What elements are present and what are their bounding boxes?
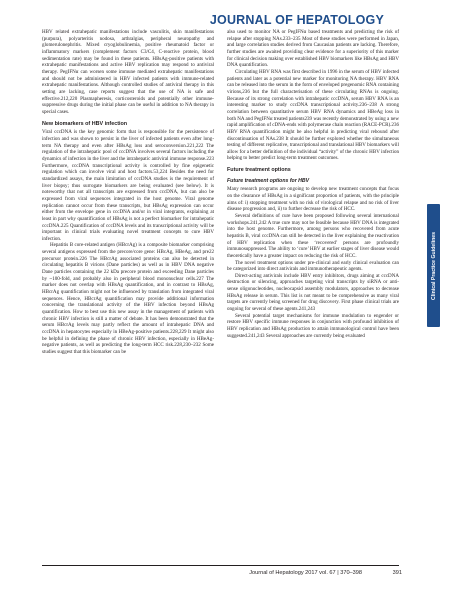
paragraph-hbcrag: Hepatitis B core-related antigen (HBcrAg) is a composite biomarker comprising several antigens expressed from the precore/core gene: HBcAg, HBeAg, and pre22 precursor protein.226 The HBcrAg associated proteins can also be detected in circulating hepatitis B virions (Dane particles) as well as in HBV DNA negative Dane particles containing the 22 kDa precore protein and exceeding Dane particles by ~100-fold, and probably also in peripheral blood mononuclear cells.227 The marker does not overlap with HBsAg quantification, and in contrast to HBsAg, HBcrAg quantification might not be influenced by translation from integrated viral sequences. Hence, HBcrAg quantification may provide additional information concerning the translational activity of the HBV infection beyond HBsAg quantification. How to best use this new assay in the management of patients with chronic HBV infection is still a matter of debate. It has been demonstrated that the serum HBcrAg levels may partly reflect the amount of intrahepatic DNA and cccDNA in hepatocytes especially in HBeAg-positive patients.228,229 It might also be helpful in defining the phase of chronic HBV infection, especially in HBeAg-negative patients, as well as predicting the long-term HCC risk.228,230–232 Some studies suggest that this biomarker can be: [42, 242, 214, 355]
section-heading-future-treatment: Future treatment options: [227, 167, 291, 174]
paragraph-novel-options: The novel treatment options under pre-clinical and early clinical evaluation can be categorized into direct antivirals and immunotherapeutic agents.: [227, 259, 399, 273]
paragraph-hbv-rna: Circulating HBV RNA was first described in 1996 in the serum of HBV infected patients and later as a potential new marker for monitoring NA therapy. HBV RNA can be released into the serum in the form of enveloped pregenomic RNA containing virions,236 but the full characterisation of these circulating RNAs is ongoing. Because of its strong correlation with intrahepatic cccDNA, serum HBV RNA is an interesting marker to study cccDNA transcriptional activity.236–238 A strong correlation between quantitative serum HBV RNA dynamics and HBeAg loss in both NA and PegIFNα treated patients239 was recently demonstrated by using a new rapid amplification of cDNA-ends with polymerase chain reaction (RACE-PCR).236 HBV RNA quantification might be also helpful in predicting viral rebound after discontinuation of NAs.238 It should be further explored whether the simultaneous testing of different replicative, transcriptional and translational HBV biomarkers will allow for a better definition of the individual “activity” of the chronic HBV infection helping to better predict long-term treatment outcomes.: [227, 68, 399, 162]
paragraph-cure-definitions: Several definitions of cure have been proposed following several international workshops.241,242 A true cure may not be feasible because HBV DNA is integrated into the host genome. Furthermore, among persons who recovered from acute hepatitis B, viral cccDNA can still be detected in the liver explaining the reactivation of HBV replication when these ‘recovered’ persons are profoundly immunosuppressed. The ability to ‘cure’ HBV at earlier stages of liver disease would theoretically have a greater impact on reducing the risk of HCC.: [227, 212, 399, 259]
paragraph-hbcrag-continued: also used to monitor NA or PegIFNα based treatments and predicting the risk of relapse after stopping NAs.233–235 Most of these studies were performed in Japan, and large correlation studies derived from Caucasian patients are lacking. Therefore, further studies are awaited providing clear evidence for a superiority of this marker for clinical decision making over established HBV biomarkers like HBsAg and HBV DNA quantification.: [227, 29, 399, 69]
section-side-tab: [427, 204, 440, 327]
paragraph-extrahepatic: HBV related extrahepatic manifestations include vasculitis, skin manifestations (purpura), polyarteritis nodosa, arthralgias, peripheral neuropathy and glomerulonephritis. Mixed cryoglobulinemia, positive rheumatoid factor or inflammatory markers (complement factors C3/C4, C-reactive protein, blood sedimentation rate) may be found in these patients. HBsAg-positive patients with extrahepatic manifestations and active HBV replication may respond to antiviral therapy. PegIFNα can worsen some immune mediated extrahepatic manifestations and should not be administered in HBV infected patients with immune-related extrahepatic manifestations. Although controlled studies of antiviral therapy in this setting are lacking, case reports suggest that the use of NA is safe and effective.212,220 Plasmapheresis, corticosteroids and potentially other immune-suppressive drugs during the initial phase can be useful in addition to NA therapy in special cases.: [42, 29, 214, 115]
section-heading-biomarkers: New biomarkers of HBV infection: [42, 120, 128, 127]
paragraph-immune-modulation: Several potential target mechanisms for immune modulation to engender or restore HBV specific immune responses in conjunction with profound inhibition of HBV replication and HBsAg production to attain immunological control have been suggested.241,243 Several approaches are currently being evaluated: [227, 312, 399, 339]
side-tab-label: Clinical Practice Guidelines: [430, 231, 437, 300]
journal-title: JOURNAL OF HEPATOLOGY: [209, 13, 384, 27]
subsection-heading-future-hbv: Future treatment options for HBV: [227, 177, 310, 184]
page-number: 391: [392, 570, 402, 576]
left-column: [42, 29, 214, 356]
paragraph-cccdna: Viral cccDNA is the key genomic form that is responsible for the persistence of infection and was shown to persist in the liver of infected patients even after long-term NA therapy and even after HBsAg loss and seroconversion.221,222 The regulation of the intrahepatic pool of cccDNA involves several factors including the dynamics of infection in the liver and the intrahepatic antiviral immune response.223 Furthermore, cccDNA transcriptional activity is controlled by fine epigenetic regulation which can involve viral and host factors.53,224 Besides the need for standardized assays, the main limitation of cccDNA studies is the requirement of liver biopsy; thus surrogate biomarkers are being evaluated (see below). It is noteworthy that not all transcripts are expressed from cccDNA, but can also be expressed from viral sequences integrated in the host genome. Viral genome replication cannot occur from these transcripts, but HBsAg expression can occur either from the envelope gene in cccDNA and/or in viral integrants, explaining at least in part why quantification of HBsAg is not a perfect biomarker for intrahepatic cccDNA.225 Quantification of cccDNA levels and its transcriptional activity will be important in clinical trials evaluating novel treatment concepts to cure HBV infection.: [42, 129, 214, 242]
footer-citation: Journal of Hepatology 2017 vol. 67 | 370–398: [249, 570, 362, 576]
right-column: [227, 29, 399, 339]
paragraph-research-programs: Many research programs are ongoing to develop new treatment concepts that focus on the clearance of HBsAg in a significant proportion of patients, with the principle aims of: i) stopping treatment with no risk of virological relapse and no risk of liver disease progression and, ii) to further decrease the risk of HCC.: [227, 186, 399, 213]
footer-divider: [42, 565, 399, 566]
paragraph-direct-antivirals: Direct-acting antivirals include HBV entry inhibitors, drugs aiming at cccDNA destruction or silencing, approaches targeting viral transcripts by siRNA or anti-sense oligonucleotides, nucleocapsid assembly modulators, approaches to decrease HBsAg release in serum. This list is not meant to be comprehensive as many viral targets are currently being screened for drug discovery. First phase clinical trials are ongoing for several of these agents.241,243: [227, 272, 399, 313]
